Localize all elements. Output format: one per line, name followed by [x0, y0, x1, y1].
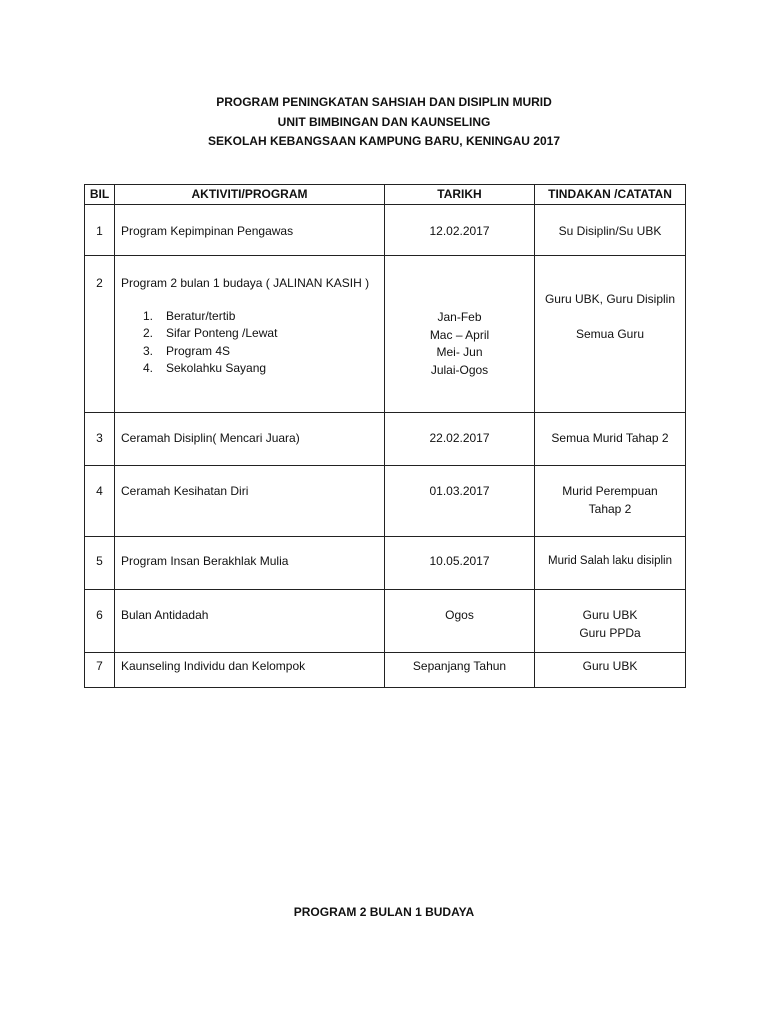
- row-note: Guru UBK: [582, 659, 638, 673]
- document-heading: [0, 93, 768, 152]
- budaya-list: [121, 308, 378, 378]
- row-activity: Ceramah Disiplin( Mencari Juara): [121, 431, 300, 445]
- section-title-program-2-bulan: PROGRAM 2 BULAN 1 BUDAYA: [293, 905, 475, 919]
- sub-date: Julai-Ogos: [430, 362, 489, 377]
- row-note: Murid Perempuan: [562, 484, 658, 498]
- row-activity: Program Kepimpinan Pengawas: [121, 224, 294, 238]
- table-row: [85, 590, 686, 653]
- heading-line-school: SEKOLAH KEBANGSAAN KAMPUNG BARU, KENINGAU 2017: [207, 134, 561, 148]
- table-header-row: [85, 185, 686, 205]
- row-number: 5: [96, 554, 103, 568]
- row-date: 12.02.2017: [429, 224, 490, 238]
- row-note-secondary: Guru PPDa: [579, 625, 641, 640]
- table-row: [85, 653, 686, 688]
- column-header-activity: AKTIVITI/PROGRAM: [115, 185, 385, 205]
- row-date: 10.05.2017: [429, 554, 490, 568]
- list-item: 2. Sifar Ponteng /Lewat: [143, 326, 278, 340]
- table-row: [85, 256, 686, 413]
- row-number: 7: [96, 659, 103, 673]
- row-activity: Bulan Antidadah: [121, 608, 209, 622]
- sub-date: Mac – April: [429, 327, 490, 342]
- column-header-date: TARIKH: [385, 185, 535, 205]
- row-date-list: [385, 256, 534, 379]
- row-activity: Program 2 bulan 1 budaya ( JALINAN KASIH ): [121, 276, 370, 290]
- heading-line-unit: UNIT BIMBINGAN DAN KAUNSELING: [277, 114, 491, 129]
- row-note: Guru UBK: [582, 608, 638, 622]
- row-note: Semua Murid Tahap 2: [551, 431, 669, 445]
- sub-date: Mei- Jun: [436, 345, 483, 359]
- row-date: 22.02.2017: [429, 431, 490, 445]
- row-number: 3: [96, 431, 103, 445]
- table-row: [85, 537, 686, 590]
- row-activity: Kaunseling Individu dan Kelompok: [121, 659, 306, 673]
- sub-date: Jan-Feb: [437, 310, 482, 324]
- column-header-note: TINDAKAN /CATATAN: [535, 185, 686, 205]
- row-note-secondary: Tahap 2: [588, 501, 632, 516]
- row-date: Ogos: [445, 608, 474, 622]
- heading-line-program: PROGRAM PENINGKATAN SAHSIAH DAN DISIPLIN MURID: [216, 95, 552, 109]
- table-row: [85, 413, 686, 466]
- row-note-secondary: Semua Guru: [575, 326, 645, 341]
- table-row: [85, 466, 686, 537]
- column-header-bil: BIL: [85, 185, 115, 205]
- row-note: Murid Salah laku disiplin: [547, 555, 672, 567]
- program-table: [84, 184, 686, 688]
- list-item: 3. Program 4S: [143, 343, 231, 358]
- table-row: [85, 205, 686, 256]
- row-date: Sepanjang Tahun: [412, 659, 507, 673]
- list-item: 1. Beratur/tertib: [143, 308, 236, 323]
- row-note: Su Disiplin/Su UBK: [558, 224, 662, 238]
- row-activity: Program Insan Berakhlak Mulia: [121, 554, 289, 568]
- list-item: 4. Sekolahku Sayang: [143, 361, 267, 375]
- row-number: 2: [96, 276, 103, 290]
- row-number: 6: [96, 608, 103, 622]
- row-activity: Ceramah Kesihatan Diri: [121, 484, 249, 498]
- row-note: Guru UBK, Guru Disiplin: [544, 292, 676, 306]
- row-number: 4: [96, 484, 103, 498]
- row-number: 1: [96, 224, 103, 238]
- row-date: 01.03.2017: [429, 484, 490, 498]
